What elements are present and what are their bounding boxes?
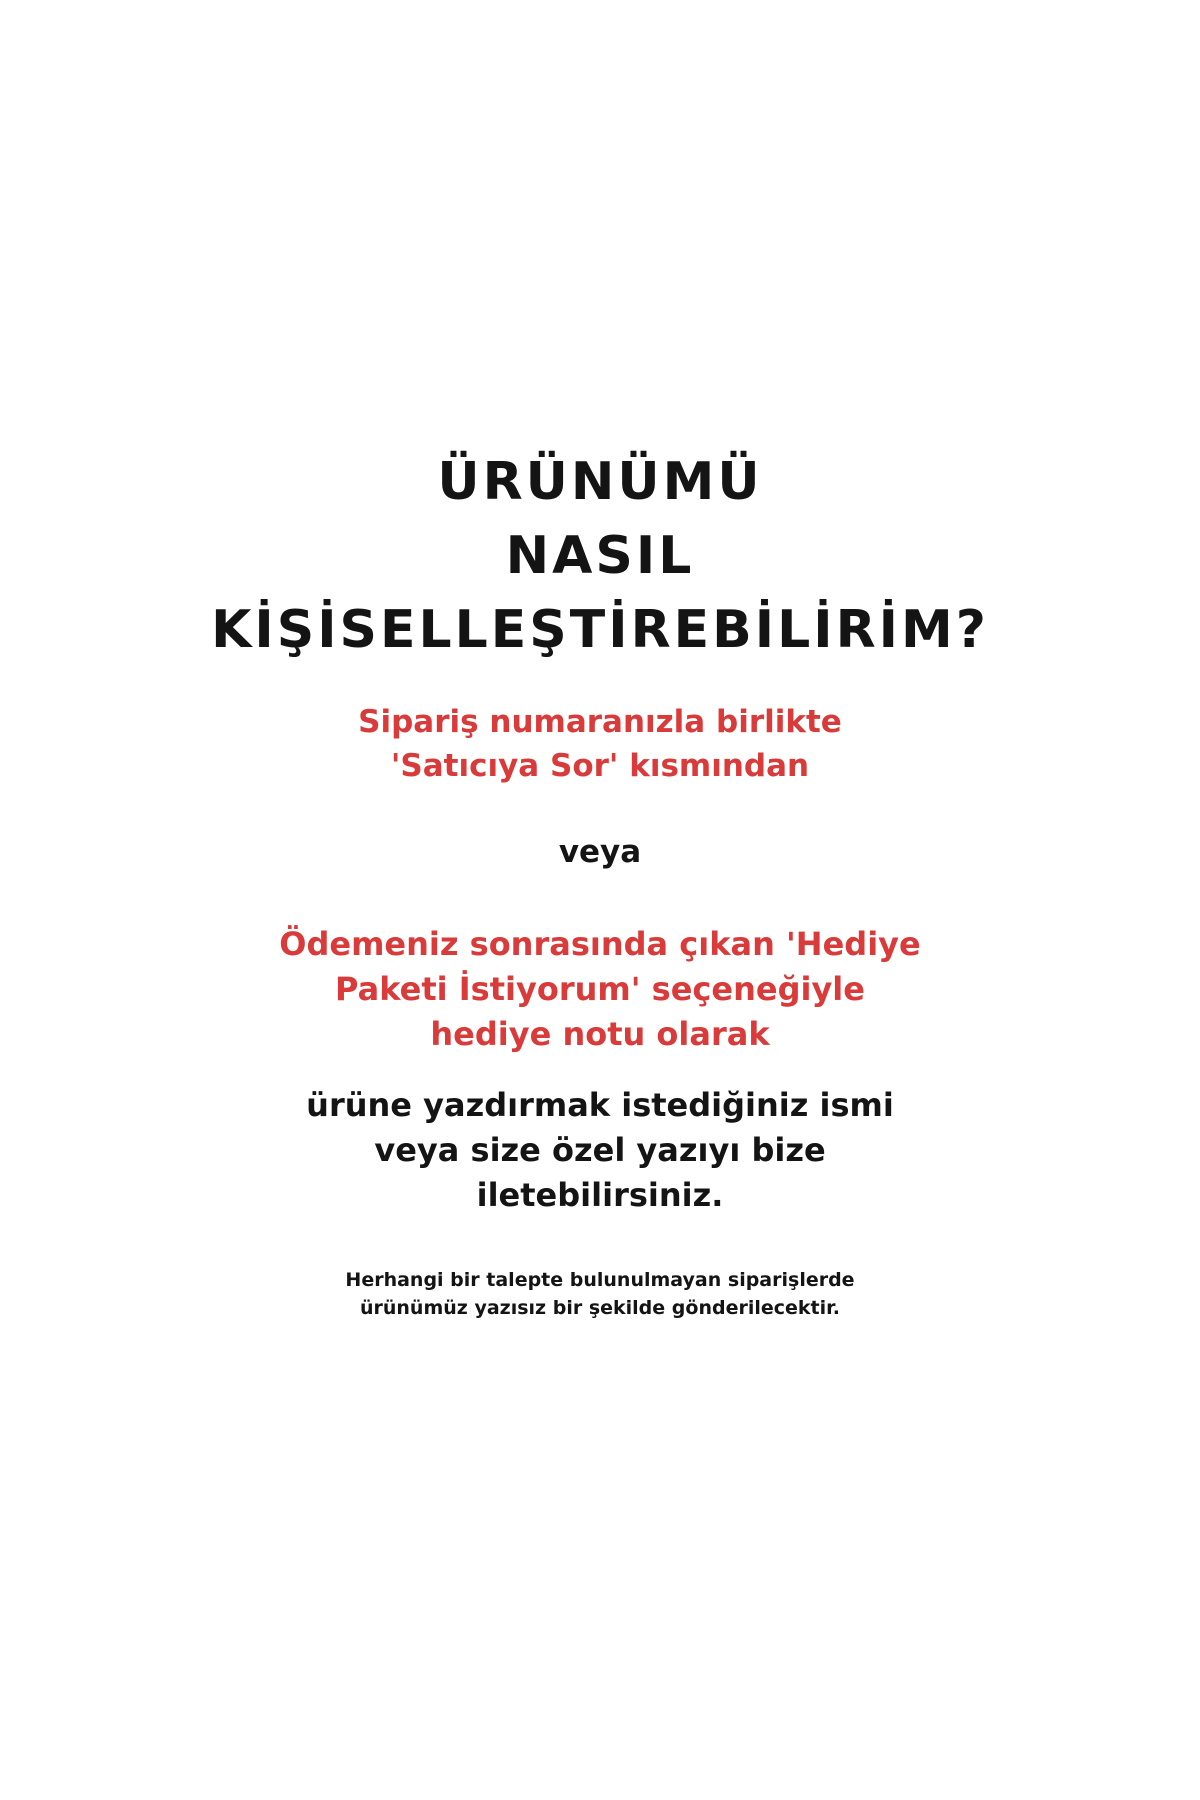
instruction-line-2: veya size özel yazıyı bize: [374, 1131, 826, 1169]
option-two-line-1: Ödemeniz sonrasında çıkan 'Hediye: [279, 925, 921, 963]
title-line-1: ÜRÜNÜMÜ: [437, 452, 763, 512]
instruction-line-1: ürüne yazdırmak istediğiniz ismi: [306, 1086, 894, 1124]
page-title: [0, 445, 1200, 667]
option-two-line-2: Paketi İstiyorum' seçeneğiyle: [335, 970, 865, 1008]
connector-text: [0, 830, 1200, 874]
footnote-text: [0, 1266, 1200, 1322]
connector-word: veya: [558, 834, 642, 870]
title-line-2: NASIL: [505, 526, 695, 586]
option-one-line-2: 'Satıcıya Sor' kısmından: [390, 748, 810, 784]
title-line-3: KİŞİSELLEŞTİREBİLİRİM?: [211, 600, 989, 660]
option-one-line-1: Sipariş numaranızla birlikte: [358, 704, 842, 740]
instruction-line-3: iletebilirsiniz.: [476, 1176, 724, 1214]
option-two-line-3: hediye notu olarak: [430, 1015, 770, 1053]
instruction-text: [0, 1083, 1200, 1218]
footnote-line-1: Herhangi bir talepte bulunulmayan siparişlerde: [345, 1269, 855, 1291]
option-two-text: [0, 922, 1200, 1057]
footnote-line-2: ürünümüz yazısız bir şekilde gönderilecektir.: [359, 1297, 840, 1319]
option-one-text: [0, 700, 1200, 788]
